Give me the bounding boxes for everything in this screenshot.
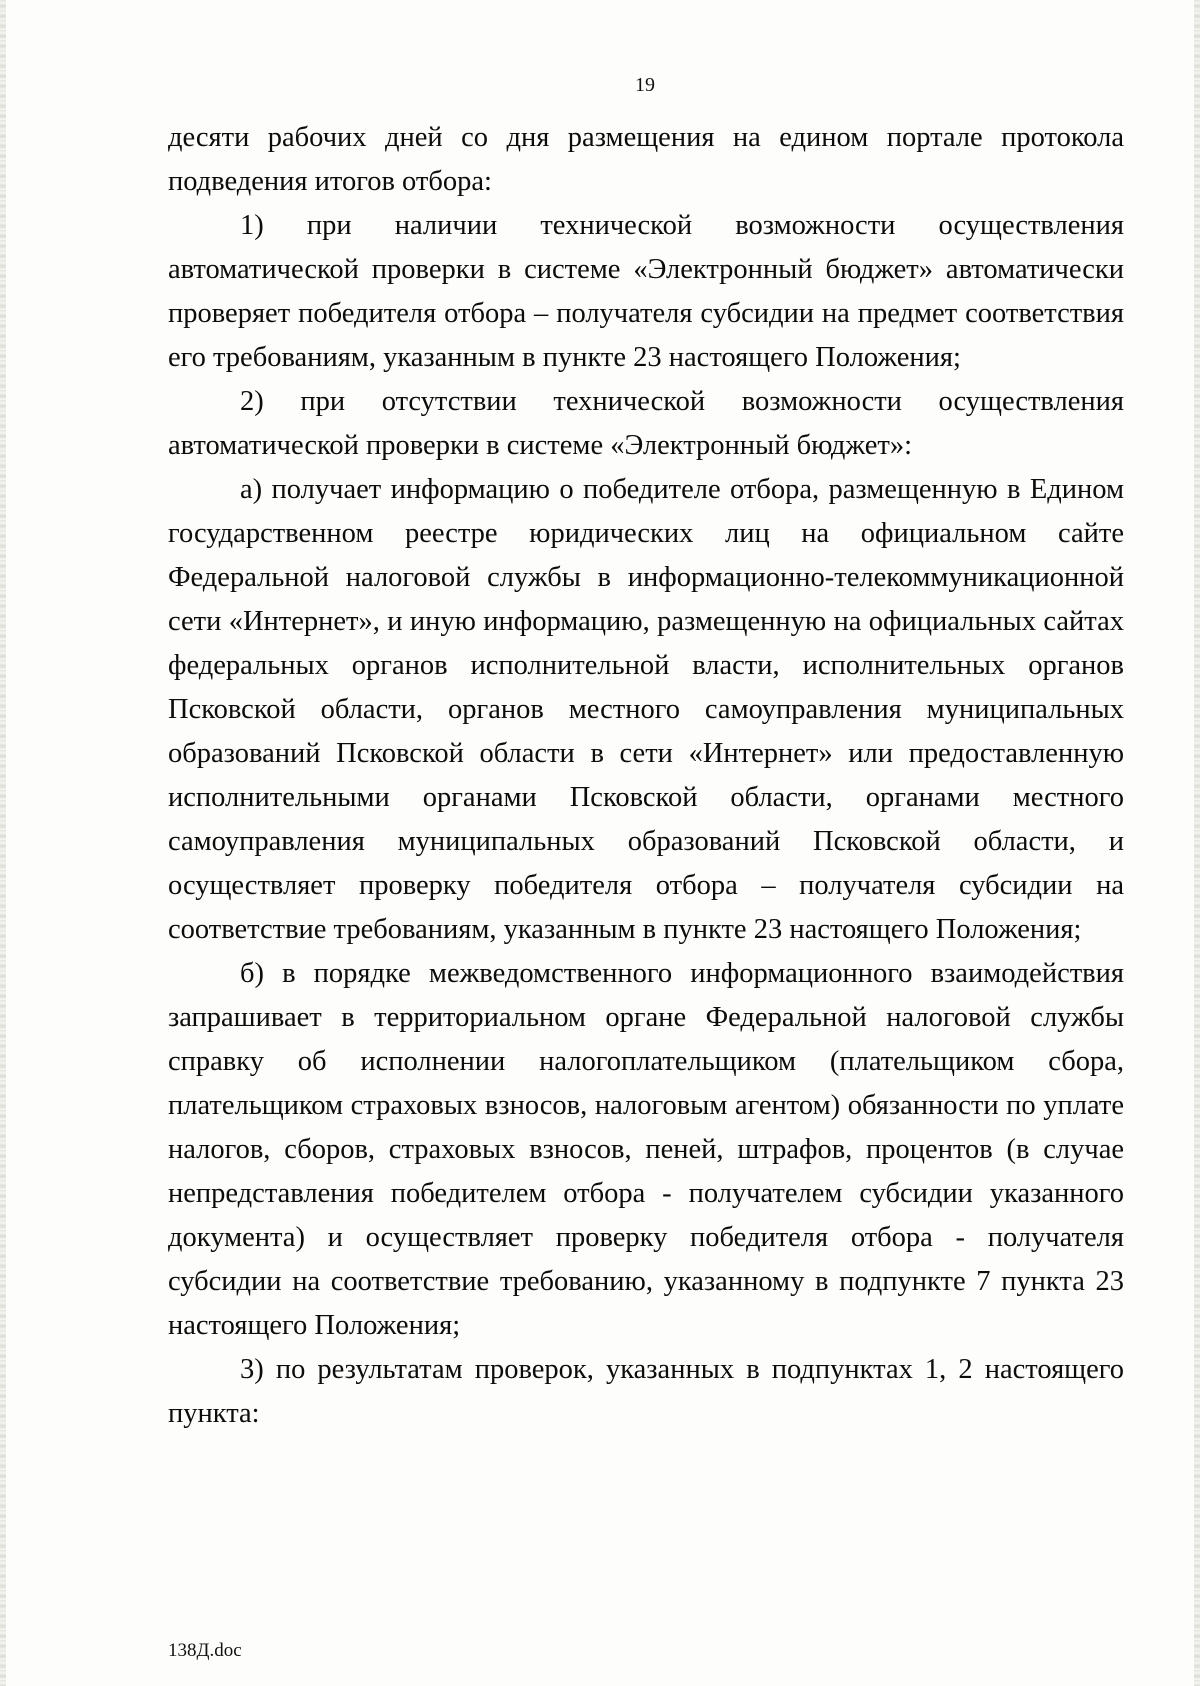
paragraph-subitem-b: б) в порядке межведомственного информационного взаимодействия запрашивает в территориальном органе Федеральной налоговой службы справку об исполнении налогоплательщиком (плательщиком сбора, плательщиком страховых взносов, налоговым агентом) обязанности по уплате налогов, сборов, страховых взносов, пеней, штрафов, процентов (в случае непредставления победителем отбора - получателем субсидии указанного документа) и осуществляет проверку победителя отбора - получателя субсидии на соответствие требованию, указанному в подпункте 7 пункта 23 настоящего Положения; — [168, 958, 1124, 1341]
paragraph-item-3: 3) по результатам проверок, указанных в подпунктах 1, 2 настоящего пункта: — [168, 1354, 1124, 1429]
paragraph-item-2: 2) при отсутствии технической возможности осуществления автоматической проверки в системе «Электронный бюджет»: — [168, 386, 1124, 461]
footer-filename: 138Д.doc — [168, 1640, 242, 1661]
scan-edge-left — [0, 0, 6, 1686]
paragraph-item-1: 1) при наличии технической возможности осуществления автоматической проверки в системе «Электронный бюджет» автоматически проверяет победителя отбора – получателя субсидии на предмет соответствия его требованиям, указанным в пункте 23 настоящего Положения; — [168, 210, 1124, 373]
paragraph-subitem-a: а) получает информацию о победителе отбора, размещенную в Едином государственном реестре юридических лиц на официальном сайте Федеральной налоговой службы в информационно-телекоммуникационной сети «Интернет», и иную информацию, размещенную на официальных сайтах федеральных органов исполнительной власти, исполнительных органов Псковской области, органов местного самоуправления муниципальных образований Псковской области в сети «Интернет» или предоставленную исполнительными органами Псковской области, органами местного самоуправления муниципальных образований Псковской области, и осуществляет проверку победителя отбора – получателя субсидии на соответствие требованиям, указанным в пункте 23 настоящего Положения; — [168, 474, 1124, 945]
paragraph-continuation: десяти рабочих дней со дня размещения на едином портале протокола подведения итогов отбора: — [168, 122, 1124, 197]
page-number: 19 — [635, 74, 655, 96]
scan-edge-right — [1194, 0, 1200, 1686]
document-body — [168, 116, 1124, 1436]
